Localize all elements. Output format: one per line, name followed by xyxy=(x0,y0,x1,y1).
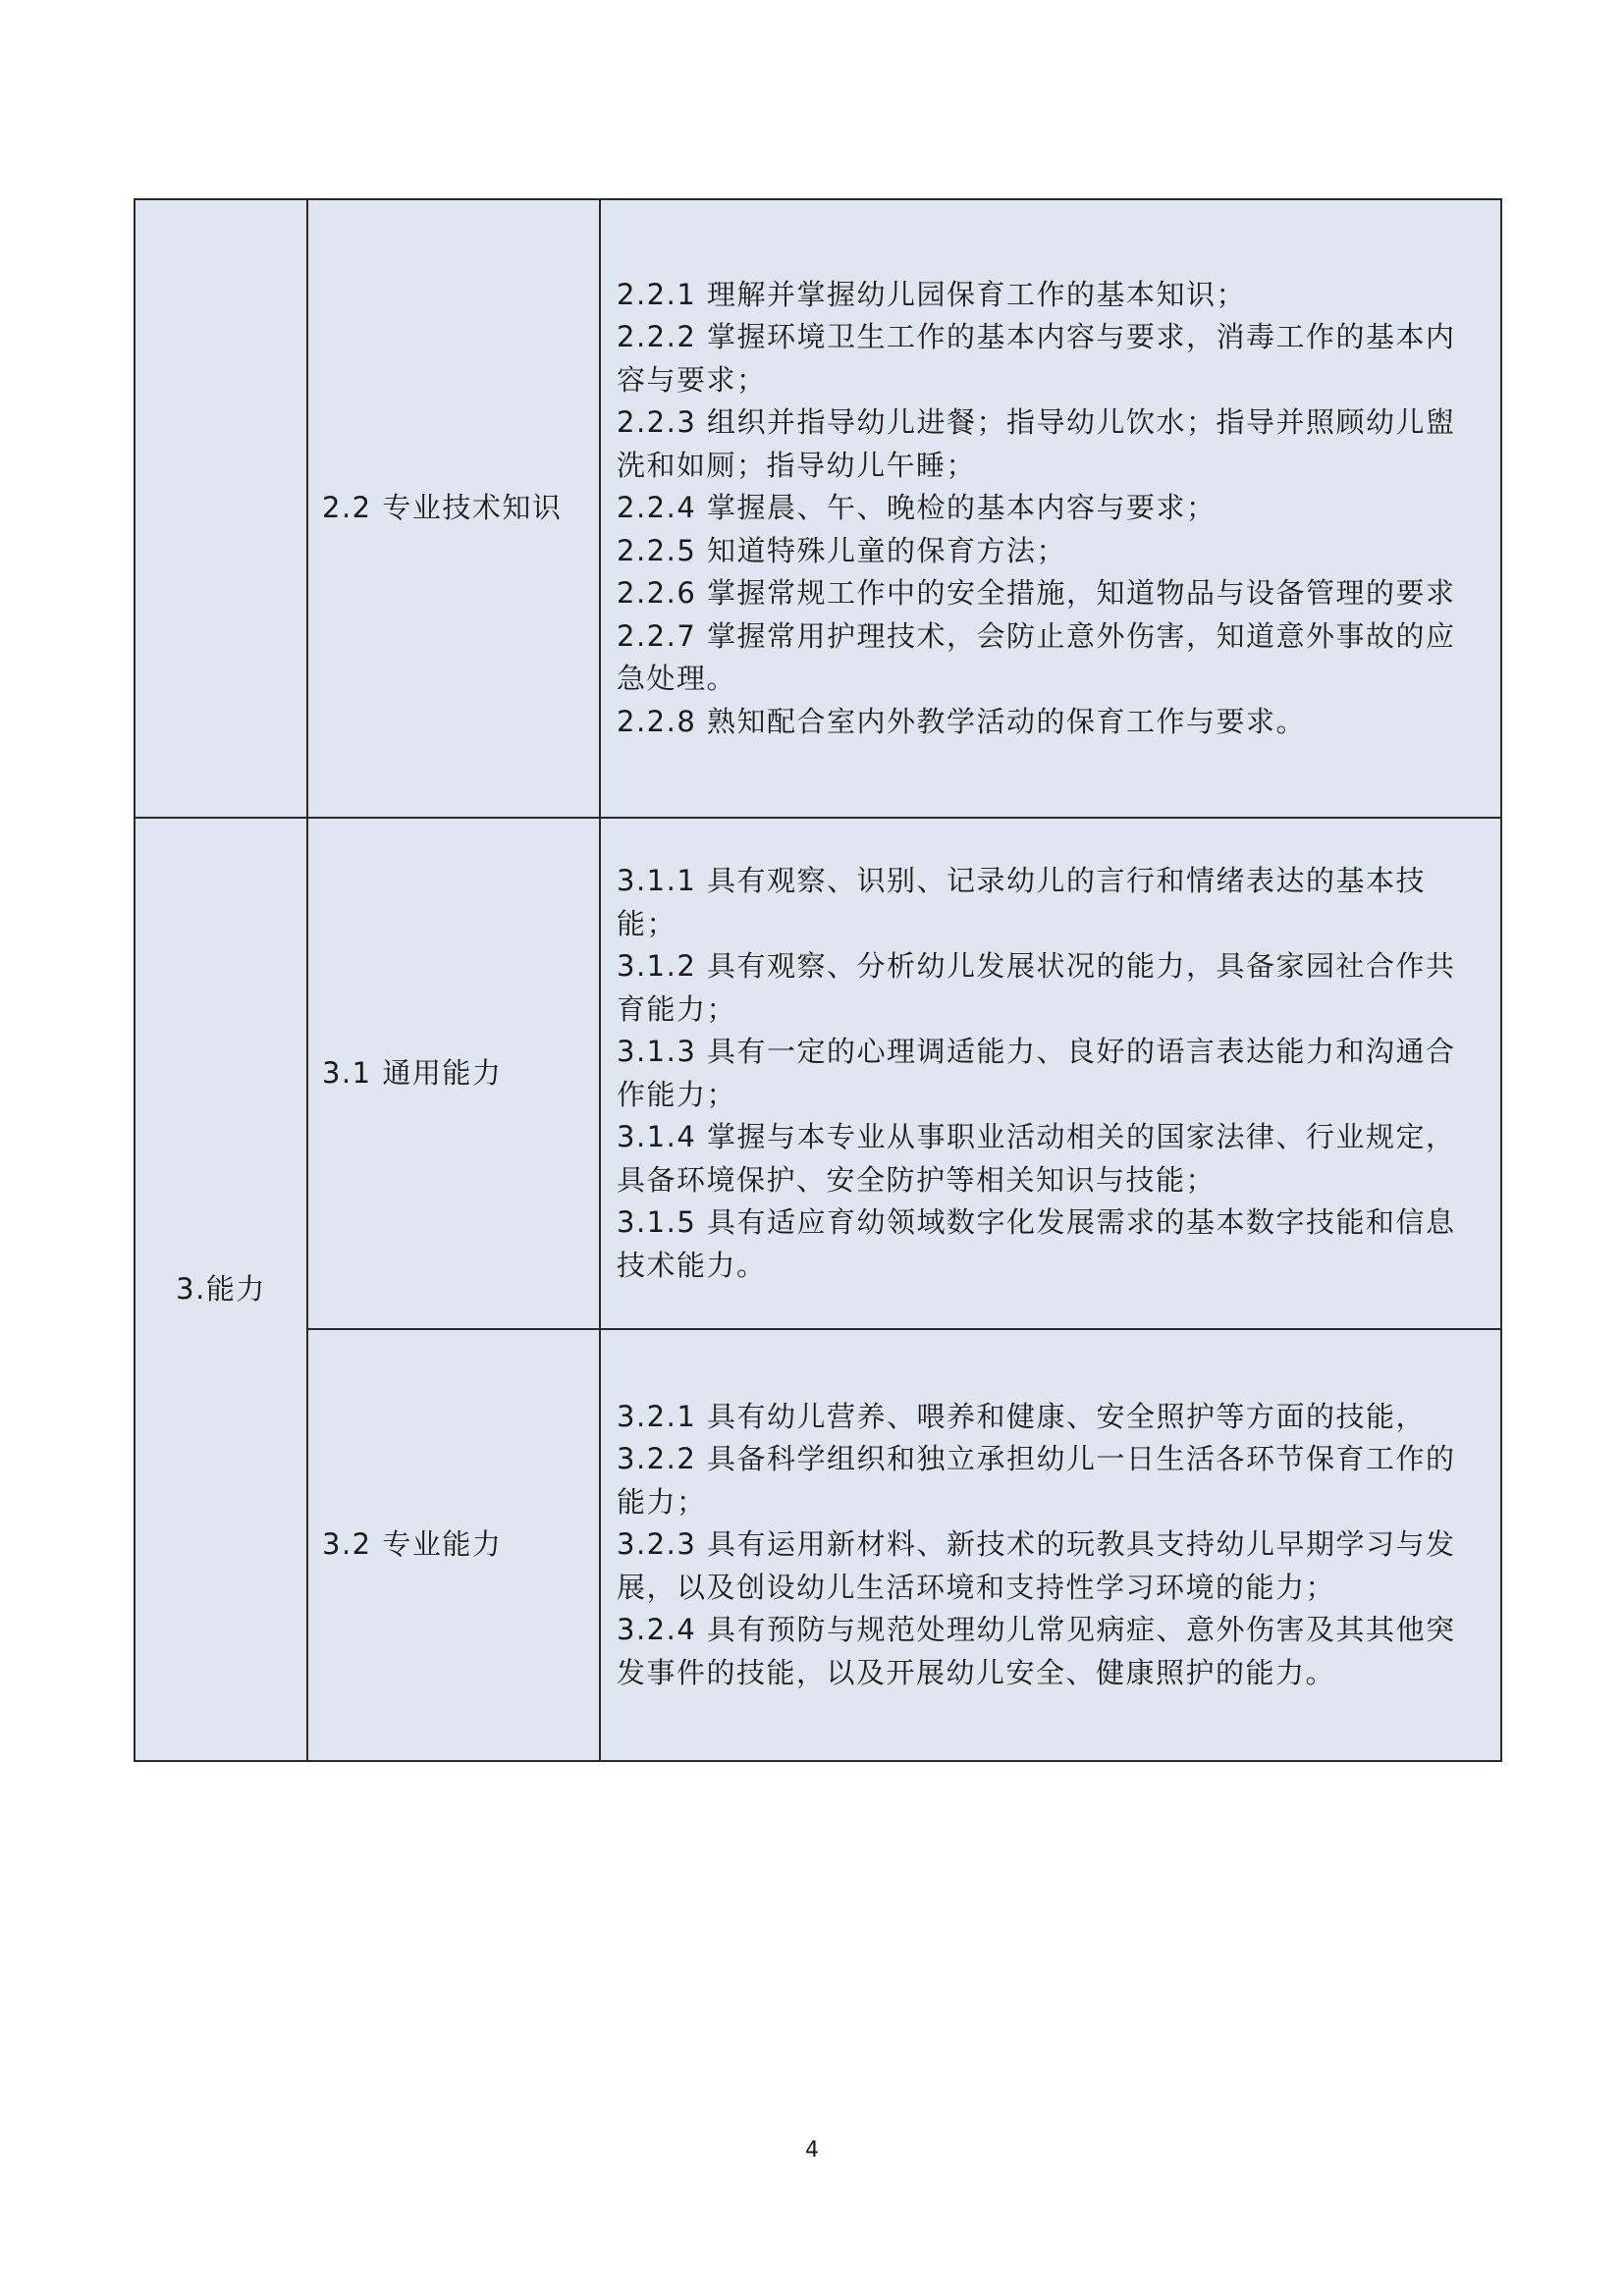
list-item: 3.2.1 具有幼儿营养、喂养和健康、安全照护等方面的技能， xyxy=(617,1399,1427,1433)
list-item: 3.1.1 具有观察、识别、记录幼儿的言行和情绪表达的基本技能； xyxy=(617,864,1427,940)
list-item: 3.1.3 具有一定的心理调适能力、良好的语言表达能力和沟通合作能力； xyxy=(617,1035,1456,1111)
items-cell xyxy=(600,1329,1501,1761)
list-item: 2.2.8 熟知配合室内外教学活动的保育工作与要求。 xyxy=(617,704,1307,738)
list-item: 3.2.3 具有运用新材料、新技术的玩教具支持幼儿早期学习与发展，以及创设幼儿生活环境和支持性学习环境的能力； xyxy=(617,1527,1456,1604)
list-item: 2.2.5 知道特殊儿童的保育方法； xyxy=(617,533,1067,567)
category-cell: 3.能力 xyxy=(135,818,307,1761)
list-item: 3.2.4 具有预防与规范处理幼儿常见病症、意外伤害及其其他突发事件的技能，以及开展幼儿安全、健康照护的能力。 xyxy=(617,1613,1456,1689)
list-item: 2.2.7 掌握常用护理技术，会防止意外伤害，知道意外事故的应急处理。 xyxy=(617,618,1456,696)
page-number: 4 xyxy=(805,2138,819,2163)
list-item: 3.1.5 具有适应育幼领域数字化发展需求的基本数字技能和信息技术能力。 xyxy=(617,1205,1456,1282)
table-row xyxy=(135,1329,1501,1761)
table-row xyxy=(135,818,1501,1329)
category-cell xyxy=(135,199,307,818)
list-item: 3.1.4 掌握与本专业从事职业活动相关的国家法律、行业规定，具备环境保护、安全防护等相关知识与技能； xyxy=(617,1120,1456,1197)
list-item: 2.2.4 掌握晨、午、晚检的基本内容与要求； xyxy=(617,491,1217,525)
list-item: 2.2.3 组织并指导幼儿进餐；指导幼儿饮水；指导并照顾幼儿盥洗和如厕；指导幼儿午睡； xyxy=(617,405,1456,482)
subcategory-cell: 2.2 专业技术知识 xyxy=(307,199,600,818)
items-cell xyxy=(600,199,1501,818)
items-cell xyxy=(600,818,1501,1329)
list-item: 3.1.2 具有观察、分析幼儿发展状况的能力，具备家园社合作共育能力； xyxy=(617,949,1456,1026)
list-item: 2.2.6 掌握常规工作中的安全措施，知道物品与设备管理的要求 xyxy=(617,576,1456,611)
list-item: 2.2.1 理解并掌握幼儿园保育工作的基本知识； xyxy=(617,277,1247,311)
table-row xyxy=(135,199,1501,818)
subcategory-cell: 3.2 专业能力 xyxy=(307,1329,600,1761)
list-item: 3.2.2 具备科学组织和独立承担幼儿一日生活各环节保育工作的能力； xyxy=(617,1442,1456,1519)
subcategory-cell: 3.1 通用能力 xyxy=(307,818,600,1329)
list-item: 2.2.2 掌握环境卫生工作的基本内容与要求，消毒工作的基本内容与要求； xyxy=(617,320,1456,397)
content-table xyxy=(134,198,1502,1762)
